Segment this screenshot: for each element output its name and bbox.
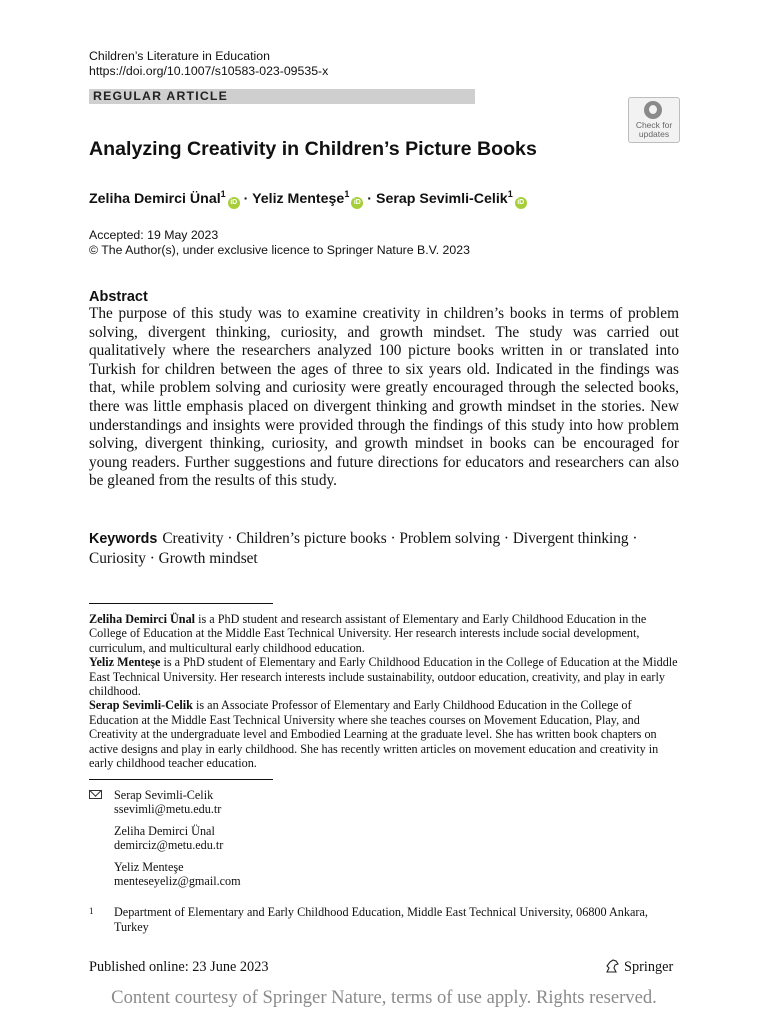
orcid-icon[interactable]: iD [515, 197, 527, 209]
orcid-icon[interactable]: iD [351, 197, 363, 209]
bio-name: Serap Sevimli-Celik [89, 698, 193, 713]
correspondence-email[interactable]: demirciz@metu.edu.tr [114, 838, 224, 853]
correspondence-name: Zeliha Demirci Ünal [114, 824, 215, 838]
check-updates-label: Check for updates [635, 120, 673, 139]
article-type-banner [89, 89, 475, 104]
correspondence-entry [114, 824, 223, 853]
correspondence-name: Serap Sevimli-Celik [114, 788, 214, 802]
author-name[interactable]: Serap Sevimli-Celik [375, 191, 508, 207]
correspondence-entry [114, 788, 221, 817]
author-list [89, 184, 527, 209]
envelope-icon [89, 790, 102, 799]
courtesy-notice: Content courtesy of Springer Nature, terms of use apply. Rights reserved. [111, 987, 657, 1008]
check-updates-icon [644, 101, 662, 119]
abstract-text: The purpose of this study was to examine creativity in children’s books in terms of problem solving, divergent thinking, curiosity, and growth mindset. The study was carried out qualitatively where the researchers analyzed 100 picture books written in or translated into Turkish for children between the ages of three to six years old. Indicated in the findings was that, while problem solving and curiosity were greatly encouraged through the selected books, there was little emphasis placed on divergent thinking and growth mindset in the stories. New understandings and insights were provided through the findings of this study into how problem solving, divergent thinking, curiosity, and growth mindset in books can be encouraged for young readers. Further suggestions and future directions for educators and researchers can also be gleaned from the results of this study. [89, 305, 679, 490]
journal-name: Children’s Literature in Education [89, 49, 270, 63]
author-name[interactable]: Zeliha Demirci Ünal [89, 191, 221, 207]
author-affil-mark: 1 [220, 189, 226, 199]
affiliation-text: Department of Elementary and Early Childhood Education, Middle East Technical University, 06800 Ankara, Turkey [114, 905, 648, 934]
published-date: Published online: 23 June 2023 [89, 959, 269, 975]
keywords-heading: Keywords [89, 531, 158, 547]
author-affil-mark: 1 [344, 189, 350, 199]
keywords-list: Creativity · Children’s picture books · Problem solving · Divergent thinking · Curiosity · Growth mindset [89, 530, 638, 567]
author-bio [89, 655, 679, 698]
author-separator: · [243, 191, 249, 207]
author-bio [89, 612, 679, 655]
publisher-logo[interactable] [604, 958, 673, 976]
springer-horse-icon [604, 959, 620, 973]
abstract-heading: Abstract [89, 289, 148, 305]
check-for-updates-badge[interactable] [628, 97, 680, 143]
article-title: Analyzing Creativity in Children’s Picture Books [89, 138, 537, 160]
bio-text: is an Associate Professor of Elementary and Early Childhood Education in the College of Education at the Middle East Technical University where she teaches courses on Movement Education, Play, and Creativity at the undergraduate level and Embodied Learning at the graduate level. She has written book chapters on active designs and play in early childhood. She has recently written articles on movement education and creativity in early childhood teacher education. [89, 698, 659, 771]
orcid-icon[interactable]: iD [228, 197, 240, 209]
bio-text: is a PhD student and research assistant of Elementary and Early Childhood Education in the College of Education at the Middle East Technical University. Her research interests include social development, curriculum, and multicultural early childhood education. [89, 612, 647, 655]
footnote-divider [89, 779, 273, 780]
keywords [89, 529, 679, 568]
author-bios [89, 612, 679, 770]
article-type-label: REGULAR ARTICLE [93, 89, 229, 103]
bio-text: is a PhD student of Elementary and Early Childhood Education in the College of Education at the Middle East Technical University. Her research interests include sustainability, outdoor education, creativity, and play in early childhood. [89, 655, 678, 699]
copyright-notice: © The Author(s), under exclusive licence to Springer Nature B.V. 2023 [89, 243, 470, 257]
publisher-name: Springer [624, 959, 674, 975]
affiliation-number: 1 [89, 906, 94, 916]
bio-name: Yeliz Menteşe [89, 655, 161, 670]
correspondence-name: Yeliz Menteşe [114, 860, 184, 874]
author-affil-mark: 1 [507, 189, 513, 199]
author-bio [89, 698, 679, 770]
doi-link[interactable]: https://doi.org/10.1007/s10583-023-09535-x [89, 64, 329, 78]
correspondence-email[interactable]: ssevimli@metu.edu.tr [114, 802, 222, 817]
footnote-divider [89, 603, 273, 604]
journal-header [89, 49, 328, 79]
accepted-date: Accepted: 19 May 2023 [89, 228, 219, 242]
correspondence-entry [114, 860, 241, 889]
author-separator: · [367, 191, 373, 207]
bio-name: Zeliha Demirci Ünal [89, 612, 196, 626]
author-name[interactable]: Yeliz Menteşe [252, 191, 345, 207]
correspondence-email[interactable]: menteseyeliz@gmail.com [114, 874, 241, 889]
article-dates [89, 228, 470, 258]
